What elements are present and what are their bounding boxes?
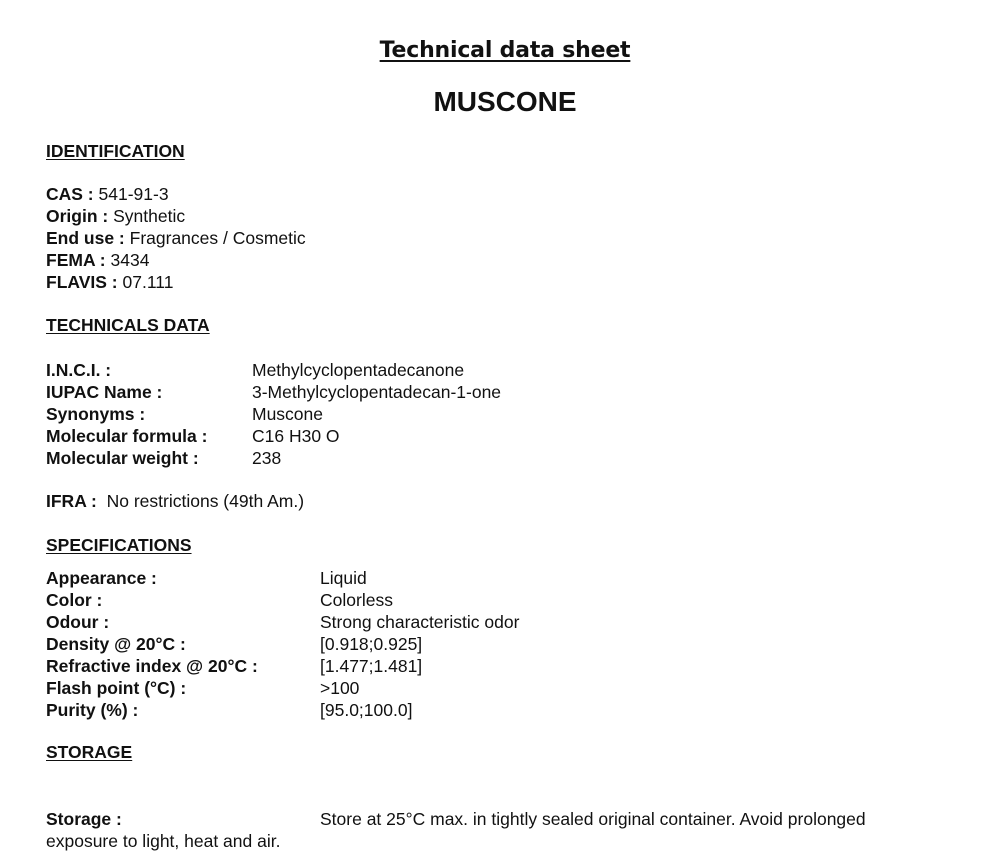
cas-line [46,183,169,205]
flavis-label: FLAVIS : [46,272,118,292]
density-label: Density @ 20°C : [46,634,186,654]
specifications-heading: SPECIFICATIONS [46,535,192,555]
odour-value: Strong characteristic odor [320,612,520,632]
storage-label-line [46,808,122,830]
fema-label: FEMA : [46,250,106,270]
ifra-line [46,490,304,512]
flavis-value: 07.111 [122,272,174,292]
cas-value: 541-91-3 [98,184,169,204]
inci-label: I.N.C.I. : [46,360,112,380]
odour-label: Odour : [46,612,110,632]
purity-value: [95.0;100.0] [320,700,413,720]
product-name: MUSCONE [433,86,577,117]
cas-label: CAS : [46,184,94,204]
color-label: Color : [46,590,103,610]
iupac-label: IUPAC Name : [46,382,163,402]
fema-value: 3434 [110,250,150,270]
origin-value: Synthetic [113,206,186,226]
enduse-value: Fragrances / Cosmetic [129,228,306,248]
flavis-line [46,271,173,293]
formula-label: Molecular formula : [46,426,208,446]
flashpoint-value: >100 [320,678,360,698]
identification-heading: IDENTIFICATION [46,141,185,161]
flashpoint-label: Flash point (°C) : [46,678,187,698]
storage-label: Storage : [46,809,122,829]
ifra-label: IFRA : [46,491,97,511]
ifra-value: No restrictions (49th Am.) [106,491,305,511]
enduse-line [46,227,306,249]
appearance-label: Appearance : [46,568,157,588]
origin-line [46,205,185,227]
inci-value: Methylcyclopentadecanone [252,360,465,380]
storage-value-continued: exposure to light, heat and air. [46,831,281,851]
color-value: Colorless [320,590,393,610]
formula-value: C16 H30 O [252,426,340,446]
synonyms-label: Synonyms : [46,404,146,424]
fema-line [46,249,149,271]
appearance-value: Liquid [320,568,367,588]
origin-label: Origin : [46,206,109,226]
synonyms-value: Muscone [252,404,324,424]
storage-heading: STORAGE [46,742,133,762]
weight-value: 238 [252,448,282,468]
storage-value: Store at 25°C max. in tightly sealed original container. Avoid prolonged [320,809,866,829]
density-value: [0.918;0.925] [320,634,423,654]
purity-label: Purity (%) : [46,700,139,720]
weight-label: Molecular weight : [46,448,199,468]
enduse-label: End use : [46,228,125,248]
technical-heading: TECHNICALS DATA [46,315,210,335]
refractive-label: Refractive index @ 20°C : [46,656,258,676]
iupac-value: 3-Methylcyclopentadecan-1-one [252,382,502,402]
refractive-value: [1.477;1.481] [320,656,423,676]
document-title: Technical data sheet [379,38,631,63]
